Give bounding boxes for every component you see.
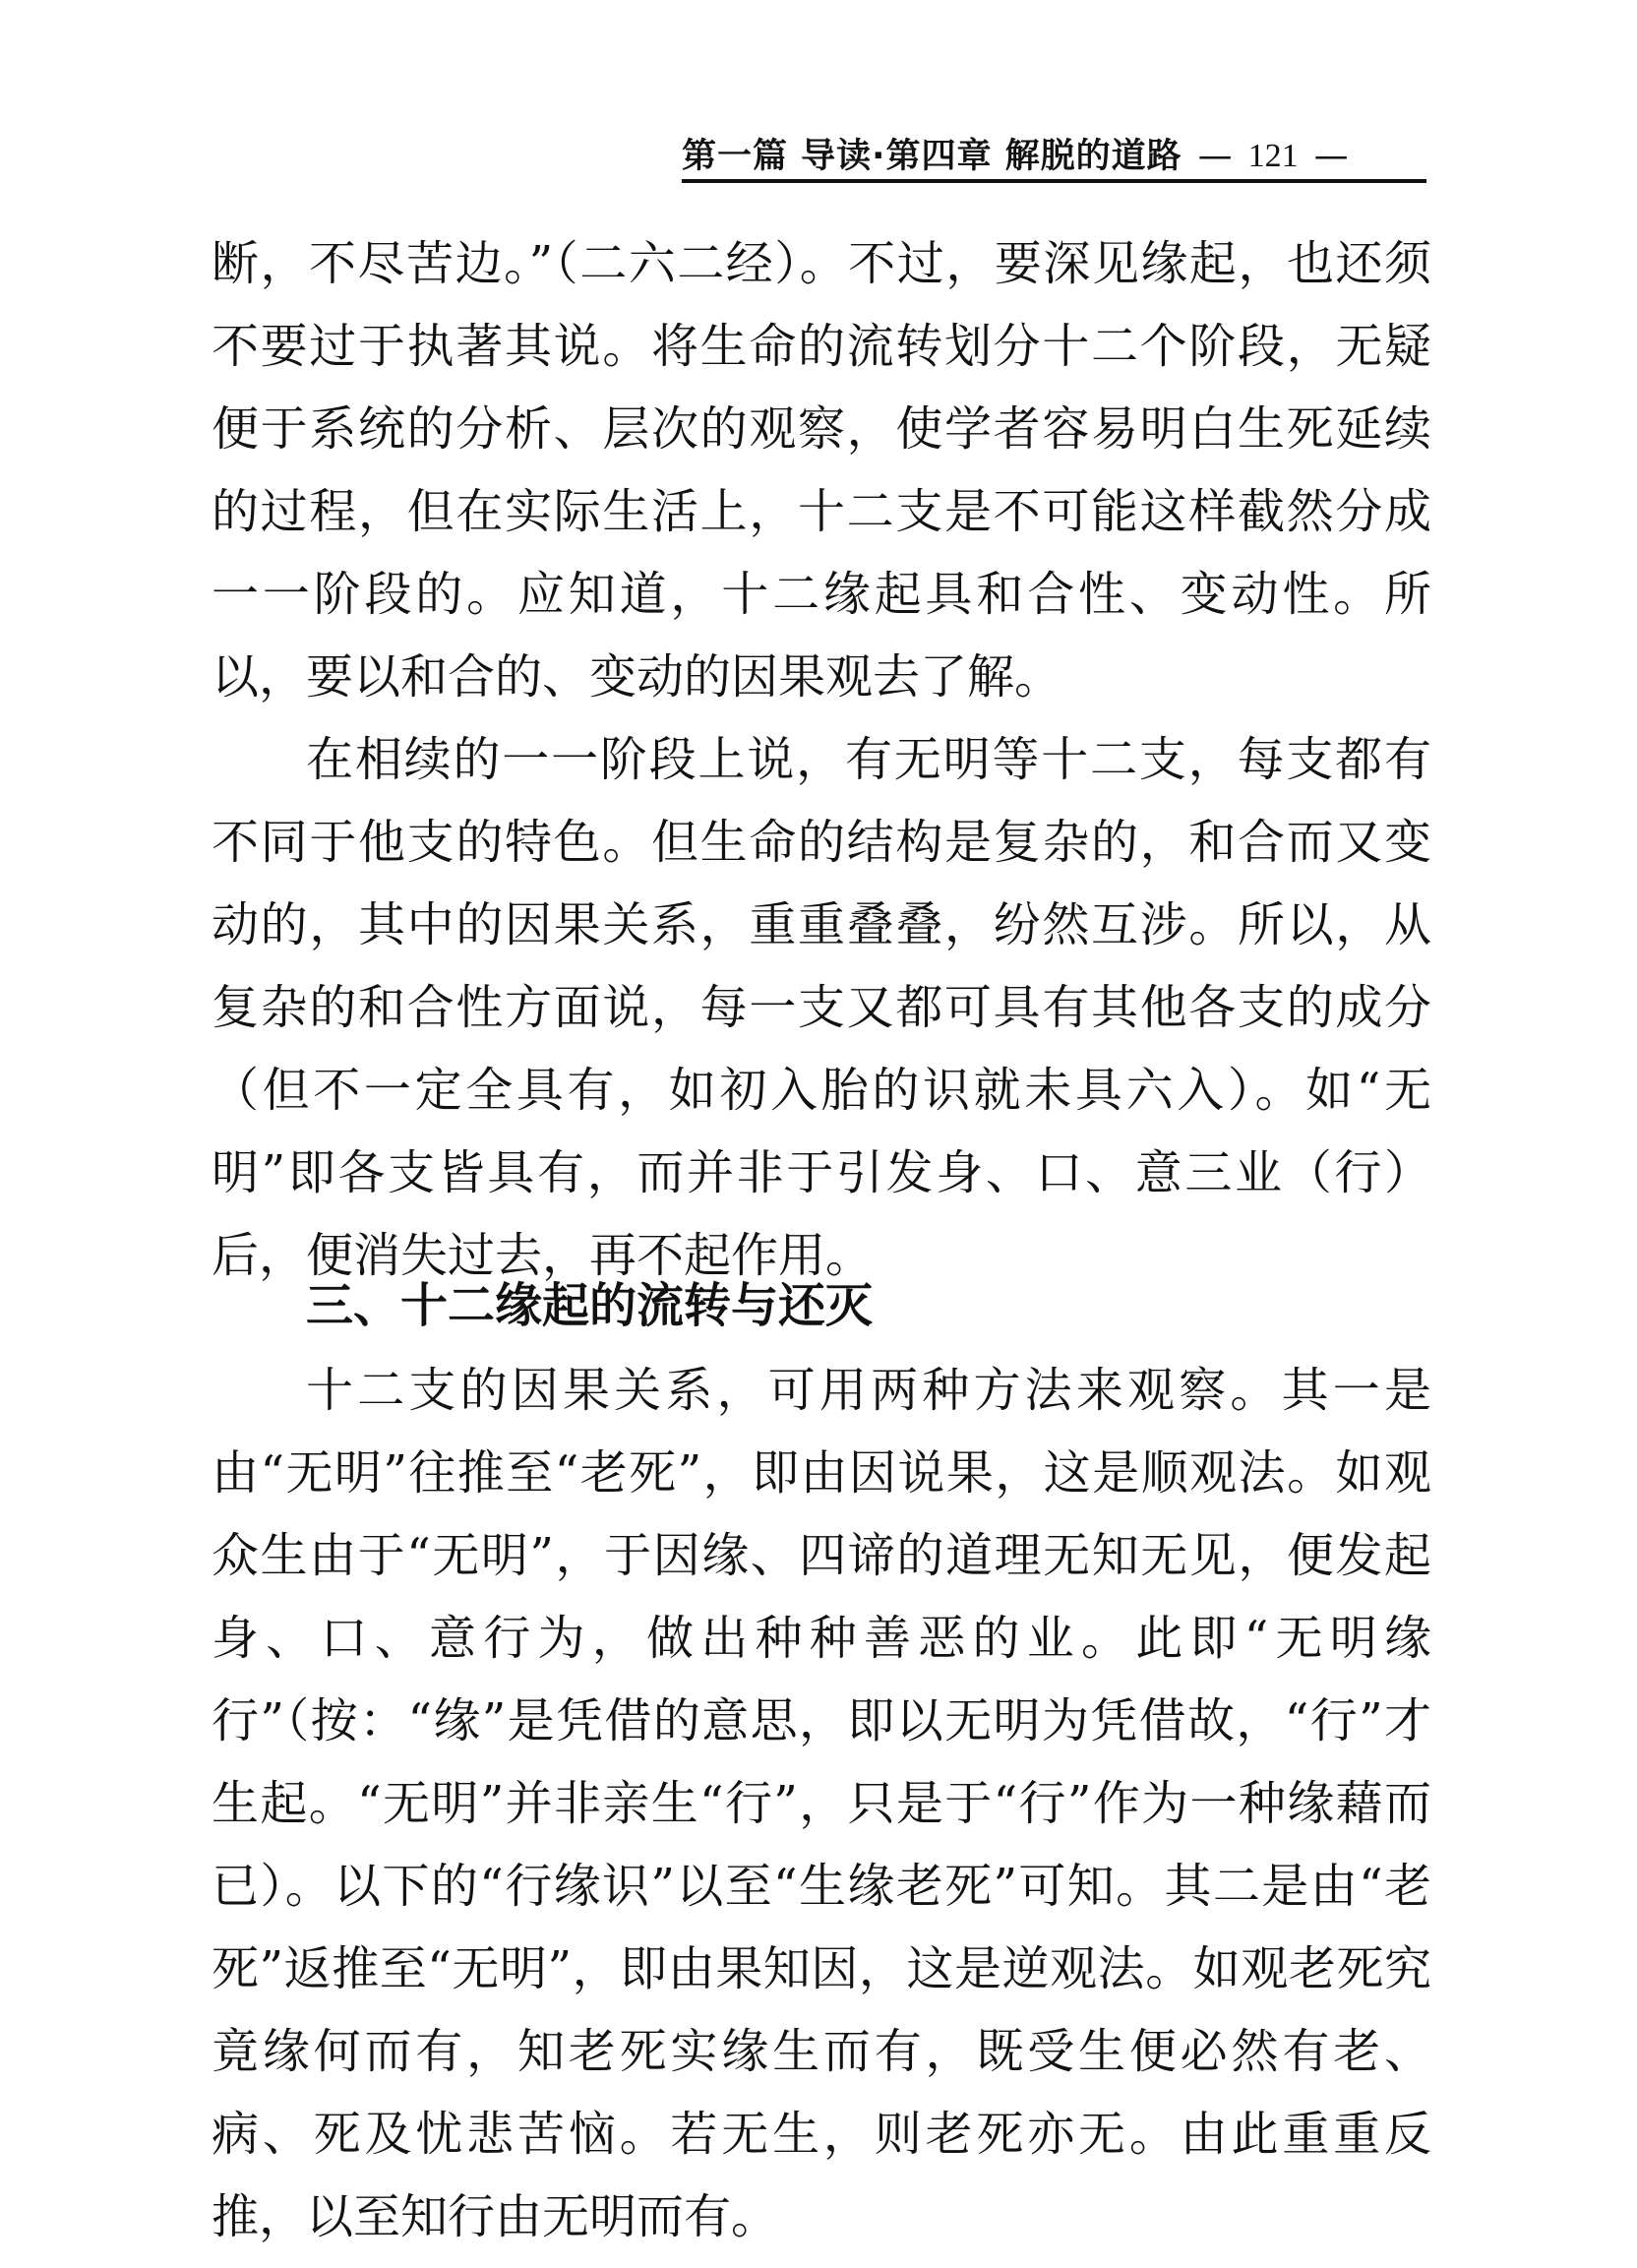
paragraph-continuation: 断，不尽苦边。”（二六二经）。不过，要深见缘起，也还须不要过于执著其说。将生命的流转划分十二个阶段，无疑便于系统的分析、层次的观察，使学者容易明白生死延续的过程，但在实际生活上，十二支是不可能这样截然分成一一阶段的。应知道，十二缘起具和合性、变动性。所以，要以和合的、变动的因果观去了解。 — [212, 236, 1431, 705]
header-dash-right: — — [1313, 137, 1349, 176]
header-title: 第一篇 导读·第四章 解脱的道路 — [682, 137, 1182, 176]
paragraph: 十二支的因果关系，可用两种方法来观察。其一是由“无明”往推至“老死”，即由因说果，这是顺观法。如观众生由于“无明”，于因缘、四谛的道理无知无见，便发起身、口、意行为，做出种种善恶的业。此即“无明缘行”（按：“缘”是凭借的意思，即以无明为凭借故，“行”才生起。“无明”并非亲生“行”，只是于“行”作为一种缘藉而已）。以下的“行缘识”以至“生缘老死”可知。其二是由“老死”返推至“无明”，即由果知因，这是逆观法。如观老死究竟缘何而有，知老死实缘生而有，既受生便必然有老、病、死及忧悲苦恼。若无生，则老死亦无。由此重重反推，以至知行由无明而有。 — [212, 1363, 1431, 2244]
body-text-bottom — [212, 1349, 1431, 2258]
paragraph: 在相续的一一阶段上说，有无明等十二支，每支都有不同于他支的特色。但生命的结构是复杂的，和合而又变动的，其中的因果关系，重重叠叠，纷然互涉。所以，从复杂的和合性方面说，每一支又都可具有其他各支的成分（但不一定全具有，如初入胎的识就未具六入）。如“无明”即各支皆具有，而并非于引发身、口、意三业（行）后，便消失过去，再不起作用。 — [212, 732, 1431, 1283]
body-text-top — [212, 222, 1431, 1297]
section-heading: 三、十二缘起的流转与还灭 — [306, 1278, 874, 1333]
running-header — [682, 132, 1426, 181]
header-rule — [682, 179, 1426, 183]
page-number: 121 — [1247, 138, 1299, 174]
header-dash-left: — — [1197, 137, 1233, 176]
